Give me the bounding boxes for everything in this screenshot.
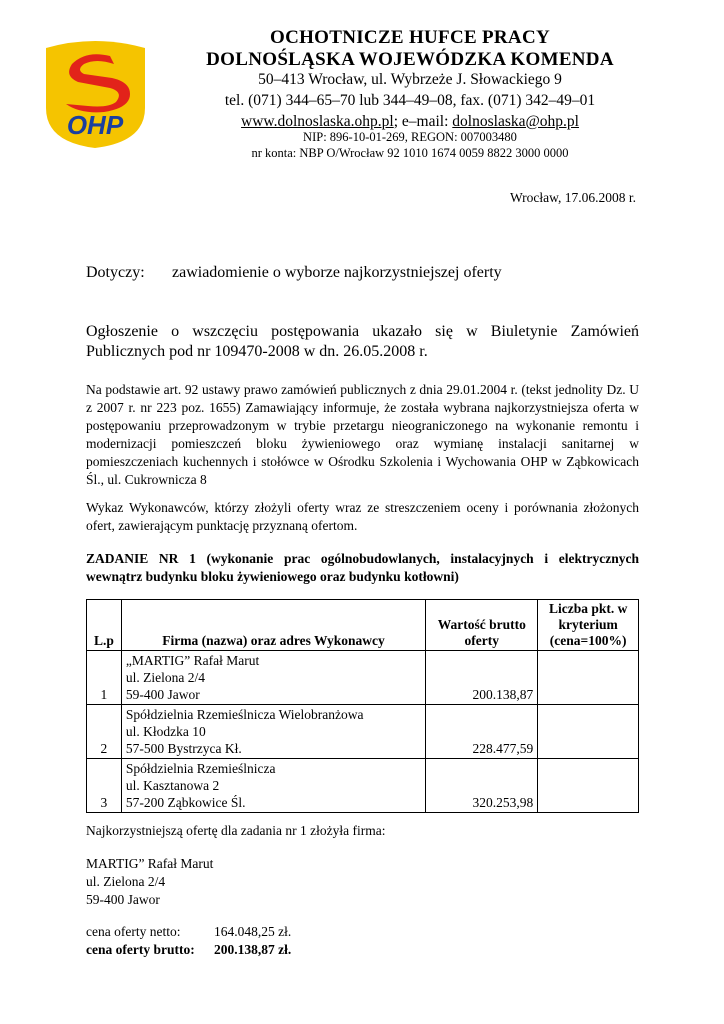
firm-name: „MARTIG” Rafał Marut: [125, 653, 260, 668]
org-division: DOLNOŚLĄSKA WOJEWÓDZKA KOMENDA: [206, 49, 614, 70]
body-paragraph: Na podstawie art. 92 ustawy prawo zamówień publicznych z dnia 29.01.2004 r. (tekst jednolity Dz. U z 2007 r. nr 223 poz. 1655) Zamawiający informuje, że została wybrana najkorzystniejsza oferta w postępowaniu przeprowadzonym w trybie przetargu nieograniczonego na wykonanie remontu i modernizacji pomieszczeń bloku żywieniowego oraz wymianę instalacji sanitarnej w pomieszczeniach kuchennych i stołówce w Ośrodku Szkolenia i Wychowania OHP w Ząbkowicach Śl., ul. Cukrownicza 8: [86, 382, 639, 487]
offers-table: [86, 599, 639, 813]
firm-city: 59-400 Jawor: [125, 687, 200, 702]
letter-date: Wrocław, 17.06.2008 r.: [509, 190, 636, 205]
firm-city: 57-500 Bystrzyca Kł.: [125, 741, 242, 756]
website-link[interactable]: www.dolnoslaska.ohp.pl: [241, 113, 394, 130]
table-header-row: [87, 600, 639, 651]
row-lp: 1: [87, 651, 122, 705]
row-firm: [121, 759, 425, 813]
list-paragraph: Wykaz Wykonawców, którzy złożyli oferty wraz ze streszczeniem oceny i porównania złożonych ofert, zawierającym punktację przyznaną ofertom.: [86, 500, 639, 533]
winner-name: MARTIG” Rafał Marut: [86, 856, 214, 871]
announcement-paragraph: Ogłoszenie o wszczęciu postępowania ukazało się w Biuletynie Zamówień Publicznych pod nr 109470-2008 w dn. 26.05.2008 r.: [86, 323, 639, 360]
ohp-logo: [38, 38, 153, 150]
firm-street: ul. Zielona 2/4: [125, 670, 205, 685]
org-name: OCHOTNICZE HUFCE PRACY: [269, 27, 550, 48]
row-points: [538, 651, 639, 705]
row-points: [538, 705, 639, 759]
row-lp: 2: [87, 705, 122, 759]
org-address: 50–413 Wrocław, ul. Wybrzeże J. Słowackiego 9: [258, 71, 562, 88]
row-lp: 3: [87, 759, 122, 813]
table-row: [87, 705, 639, 759]
net-price-line: [86, 923, 291, 941]
row-value: 320.253,98: [426, 759, 538, 813]
row-firm: [121, 705, 425, 759]
header-value: Wartość brutto oferty: [426, 600, 538, 651]
net-price-label: cena oferty netto:: [86, 924, 181, 939]
net-price-value: 164.048,25 zł.: [214, 924, 292, 939]
winner-prices: [86, 923, 291, 959]
org-contact: [160, 113, 660, 131]
row-value: 200.138,87: [426, 651, 538, 705]
gross-price-label: cena oferty brutto:: [86, 942, 195, 957]
email-separator: ; e–mail:: [393, 113, 453, 130]
header-lp: L.p: [87, 600, 122, 651]
org-account: nr konta: NBP O/Wrocław 92 1010 1674 0059 8822 3000 0000: [251, 146, 569, 160]
org-ids: NIP: 896-10-01-269, REGON: 007003480: [303, 130, 517, 144]
email-link[interactable]: dolnoslaska@ohp.pl: [452, 113, 579, 130]
header-points: Liczba pkt. w kryterium (cena=100%): [538, 600, 639, 651]
subject-text: zawiadomienie o wyborze najkorzystniejszej oferty: [172, 264, 502, 281]
row-value: 228.477,59: [426, 705, 538, 759]
gross-price-line: [86, 941, 291, 959]
table-row: [87, 651, 639, 705]
winner-intro: Najkorzystniejszą ofertę dla zadania nr 1 złożyła firma:: [86, 823, 386, 838]
org-phone: tel. (071) 344–65–70 lub 344–49–08, fax. (071) 342–49–01: [224, 92, 596, 109]
logo-text: OHP: [66, 110, 124, 140]
subject-label: Dotyczy:: [86, 264, 145, 281]
task-heading: ZADANIE NR 1 (wykonanie prac ogólnobudowlanych, instalacyjnych i elektrycznych wewnątrz budynku bloku żywieniowego oraz budynku kotłowni): [86, 551, 639, 584]
firm-name: Spółdzielnia Rzemieślnicza Wielobranżowa: [125, 707, 364, 722]
table-row: [87, 759, 639, 813]
gross-price-value: 200.138,87 zł.: [214, 942, 292, 957]
winner-city: 59-400 Jawor: [86, 892, 160, 907]
row-firm: [121, 651, 425, 705]
firm-name: Spółdzielnia Rzemieślnicza: [125, 761, 276, 776]
winner-street: ul. Zielona 2/4: [86, 874, 166, 889]
subject-line: [86, 264, 502, 282]
firm-street: ul. Kłodzka 10: [125, 724, 206, 739]
firm-street: ul. Kasztanowa 2: [125, 778, 220, 793]
row-points: [538, 759, 639, 813]
header-firm: Firma (nazwa) oraz adres Wykonawcy: [121, 600, 425, 651]
firm-city: 57-200 Ząbkowice Śl.: [125, 795, 246, 810]
ohp-logo-graphic: [38, 38, 153, 150]
winner-address: [86, 855, 213, 909]
